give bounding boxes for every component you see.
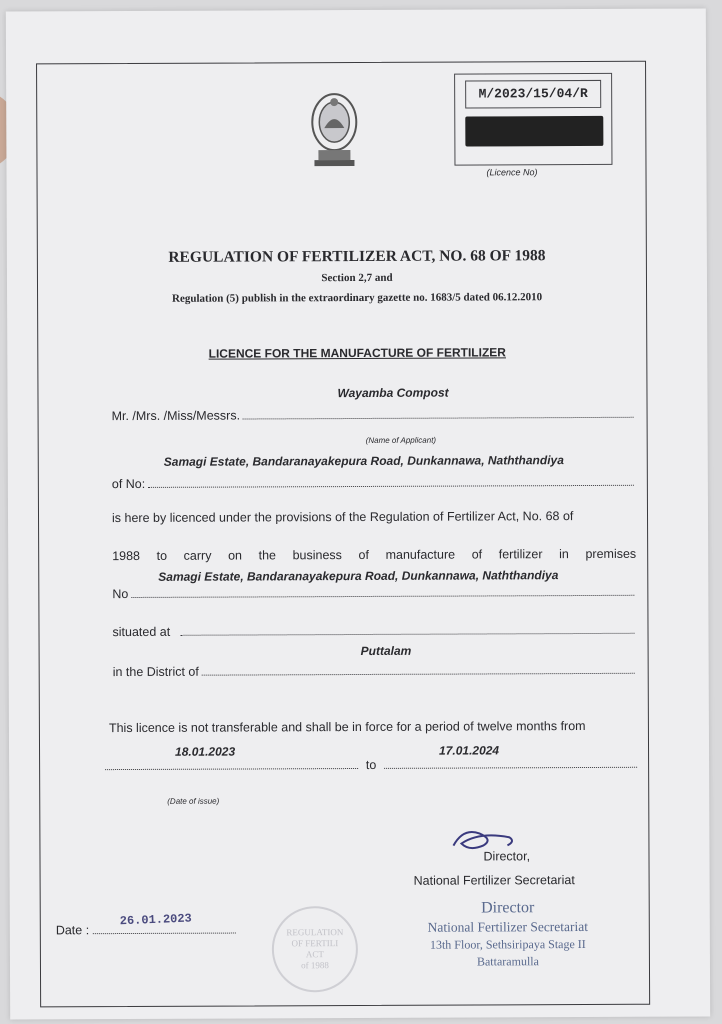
validity-text: This licence is not transferable and shall be in force for a period of twelve months from — [108, 719, 586, 736]
national-emblem-icon — [306, 88, 362, 170]
applicant-label: Mr. /Mrs. /Miss/Messrs. — [111, 408, 241, 424]
dotted-line — [93, 925, 236, 935]
signatory-office: National Fertilizer Secretariat — [413, 873, 575, 888]
licence-number: M/2023/15/04/R — [465, 80, 601, 109]
situated-label: situated at — [112, 624, 171, 640]
address-label: of No: — [111, 476, 146, 492]
stamp-line-4: Battaramulla — [476, 954, 539, 969]
district-row — [113, 663, 635, 679]
dotted-line — [384, 759, 637, 769]
applicant-address: Samagi Estate, Bandaranayakepura Road, Dunkannawa, Naththandiya — [163, 453, 564, 469]
subtitle-section: Section 2,7 and — [321, 271, 393, 285]
licence-heading: LICENCE FOR THE MANUFACTURE OF FERTILIZER — [208, 345, 506, 361]
address-row — [112, 475, 634, 491]
applicant-row — [112, 407, 634, 423]
redacted-block — [465, 116, 603, 147]
district-name: Puttalam — [360, 643, 412, 658]
stamp-line-3: 13th Floor, Sethsiripaya Stage II — [429, 937, 586, 952]
premises-row — [112, 585, 634, 601]
issue-date-handwritten: 26.01.2023 — [119, 911, 193, 929]
dotted-line — [243, 407, 634, 420]
body-line-2: 1988 to carry on the business of manufacture of fertilizer in premises — [112, 546, 637, 564]
date-of-issue-caption: (Date of issue) — [167, 796, 220, 806]
official-stamp — [408, 899, 608, 970]
date-to: 17.01.2024 — [439, 743, 500, 758]
validity-dates-row — [105, 757, 637, 773]
stamp-line-1: Director — [481, 899, 535, 917]
licence-number-box — [454, 73, 612, 166]
licence-document — [6, 8, 710, 1019]
date-row — [56, 923, 236, 938]
applicant-name: Wayamba Compost — [337, 385, 449, 401]
date-from: 18.01.2023 — [175, 744, 236, 759]
dotted-line — [148, 475, 634, 488]
body-line-1: is here by licenced under the provisions of the Regulation of Fertilizer Act, No. 68 of — [111, 509, 574, 526]
stamp-line-2: National Fertilizer Secretariat — [427, 919, 589, 935]
signatory-title: Director, — [483, 849, 531, 864]
premises-address: Samagi Estate, Bandaranayakepura Road, Dunkannawa, Naththandiya — [158, 568, 559, 584]
licence-number-caption: (Licence No) — [486, 167, 538, 178]
subtitle-regulation: Regulation (5) publish in the extraordinary gazette no. 1683/5 dated 06.12.2010 — [172, 291, 543, 305]
applicant-caption: (Name of Applicant) — [365, 435, 437, 445]
embossed-seal: REGULATION OF FERTILI ACT of 1988 — [272, 906, 358, 992]
dotted-line — [131, 585, 634, 598]
situated-row — [112, 623, 634, 639]
premises-label: No — [112, 587, 129, 602]
dotted-line — [105, 760, 358, 770]
date-label: Date : — [55, 923, 90, 938]
to-label: to — [365, 757, 377, 772]
document-title: REGULATION OF FERTILIZER ACT, NO. 68 OF 1988 — [168, 247, 546, 266]
dotted-line — [202, 663, 635, 676]
dotted-line — [180, 623, 634, 636]
document-border — [36, 61, 650, 1008]
district-label: in the District of — [112, 664, 199, 680]
